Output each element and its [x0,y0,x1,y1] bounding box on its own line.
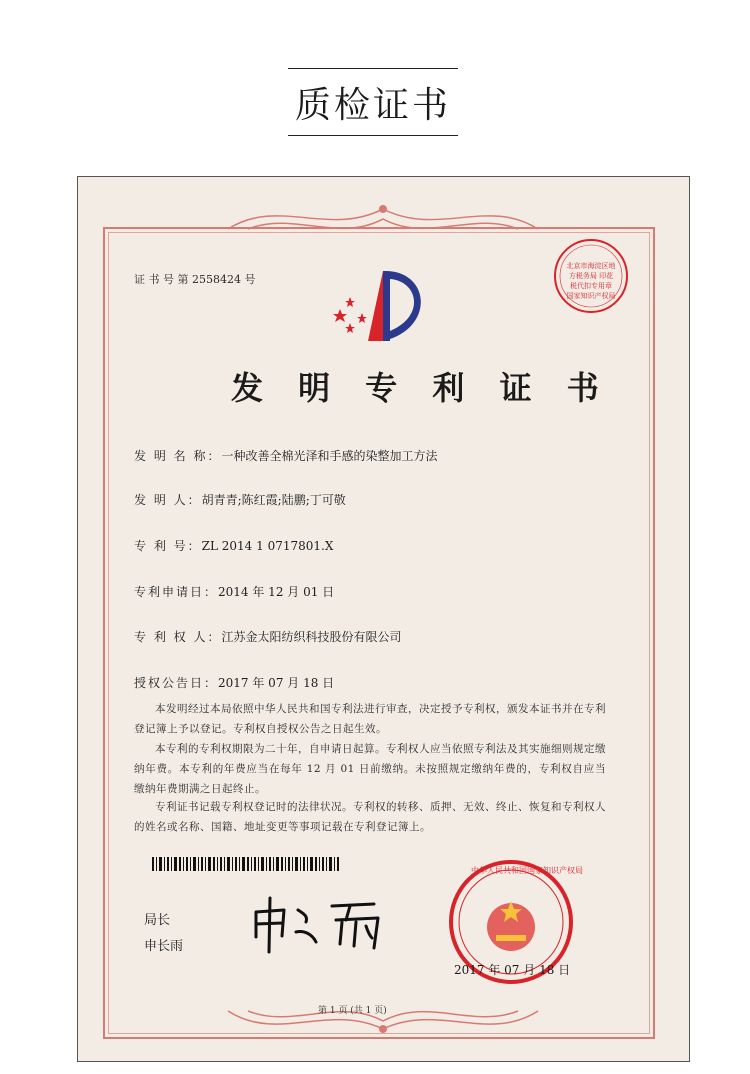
field-grant-date [134,674,334,691]
field-value: 2014 年 12 月 01 日 [218,585,335,599]
cnipa-emblem-icon [328,261,438,351]
director-name: 申长雨 [144,939,184,954]
field-label: 授权公告日： [134,676,219,690]
issue-date: 2017 年 07 月 18 日 [454,963,571,977]
body-paragraph-legal-status: 专利证书记载专利权登记时的法律状况。专利权的转移、质押、无效、终止、恢复和专利权人的姓名或名称、国籍、地址变更等事项记载在专利登记簿上。 [134,801,606,833]
field-value: 2017 年 07 月 18 日 [218,676,335,690]
field-patent-number [134,537,333,554]
page-heading: 质检证书 [288,68,458,136]
body-paragraph-grant: 本发明经过本局依照中华人民共和国专利法进行审查，决定授予专利权，颁发本证书并在专利登记簿上予以登记。专利权自授权公告之日起生效。 [134,703,606,735]
field-label: 专 利 号： [134,539,202,553]
field-application-date [134,583,334,600]
tax-seal-stamp [552,237,630,315]
field-label: 专 利 权 人： [134,630,222,644]
barcode-icon [152,857,342,871]
certificate-number: 证 书 号 第 2558424 号 [134,273,256,286]
field-invention-name [134,447,437,464]
field-label: 发 明 名 称： [134,449,222,463]
director-title: 局长 [144,913,171,928]
field-value: ZL 2014 1 0717801.X [201,539,334,553]
tax-seal-text: 北京市海淀区地方税务局 印花税代扣专用章 国家知识产权局 [566,262,616,300]
field-value: 胡青青;陈红霞;陆鹏;丁可敬 [201,493,346,507]
field-patentee [134,628,401,645]
field-label: 专利申请日： [134,585,219,599]
handwritten-signature [246,892,396,957]
official-seal-text: 中华人民共和国国家知识产权局 [471,866,583,875]
page-note: 第 1 页 (共 1 页) [318,1006,387,1016]
field-inventors [134,491,346,508]
field-label: 发 明 人： [134,493,202,507]
field-value: 江苏金太阳纺织科技股份有限公司 [221,630,402,644]
certificate-image [77,176,690,1062]
body-paragraph-term: 本专利的专利权期限为二十年，自申请日起算。专利权人应当依照专利法及其实施细则规定缴纳年费。本专利的年费应当在每年 12 月 01 日前缴纳。未按照规定缴纳年费的，专利权自应当缴纳年费期满之日起终止。 [134,743,606,795]
certificate-title: 发 明 专 利 证 书 [231,369,611,407]
field-value: 一种改善全棉光泽和手感的染整加工方法 [221,449,438,463]
